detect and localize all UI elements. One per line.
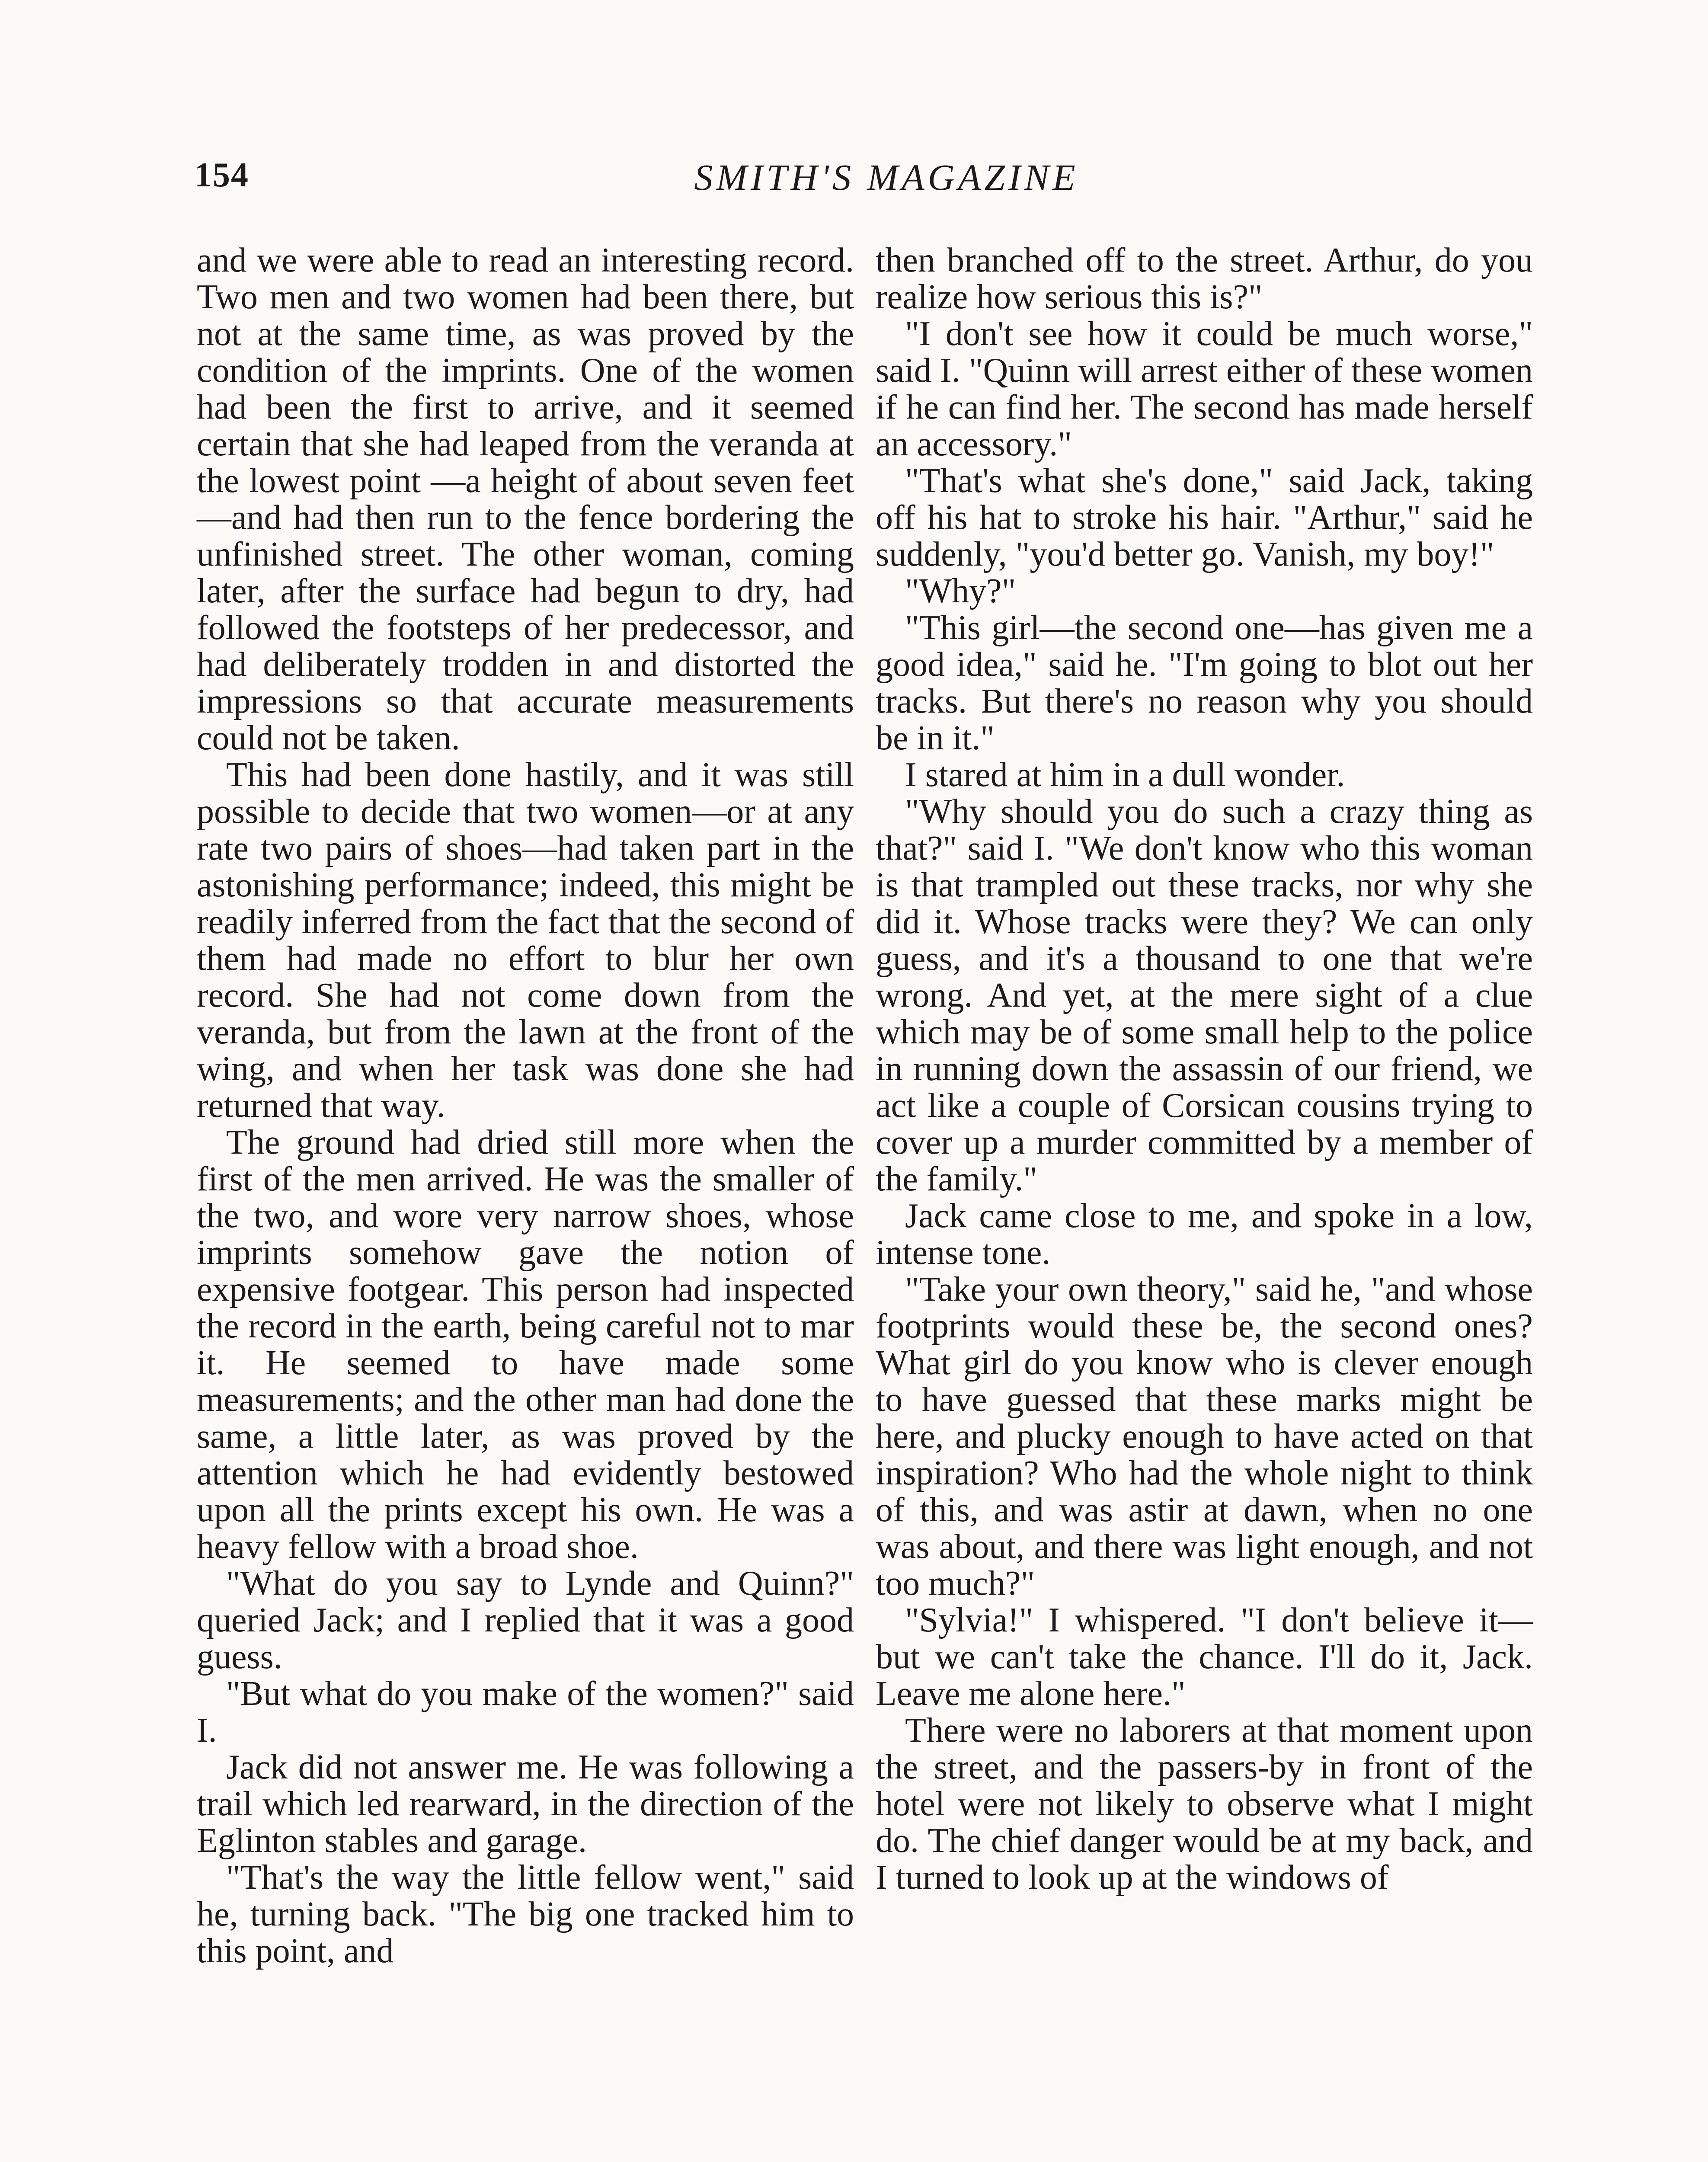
paragraph: "I don't see how it could be much worse," said I. "Quinn will arrest either of these women if he can find her. The second has made herself an accessory." <box>876 315 1533 463</box>
paragraph: "That's what she's done," said Jack, taking off his hat to stroke his hair. "Arthur," said he suddenly, "you'd better go. Vanish, my boy!" <box>876 462 1533 573</box>
paragraph: "What do you say to Lynde and Quinn?" queried Jack; and I replied that it was a good guess. <box>197 1564 854 1676</box>
paragraph: Jack did not answer me. He was following a trail which led rearward, in the direction of the Eglinton stables and garage. <box>197 1748 854 1860</box>
text-column-left <box>197 242 854 1970</box>
page-number: 154 <box>195 156 249 194</box>
paragraph: then branched off to the street. Arthur, do you realize how serious this is?" <box>876 241 1533 316</box>
paragraph: Jack came close to me, and spoke in a low, intense tone. <box>876 1197 1533 1272</box>
running-head: SMITH'S MAGAZINE <box>694 157 1079 198</box>
paragraph: "But what do you make of the women?" said I. <box>197 1675 854 1749</box>
paragraph: "That's the way the little fellow went," said he, turning back. "The big one tracked him to this point, and <box>197 1858 854 1970</box>
paragraph: "Take your own theory," said he, "and whose footprints would these be, the second ones? What girl do you know who is clever enough to have guessed that these marks might be here, and plucky enough to have acted on that inspiration? Who had the whole night to think of this, and was astir at dawn, when no one was about, and there was light enough, and not too much?" <box>876 1270 1533 1602</box>
paragraph: "This girl—the second one—has given me a good idea," said he. "I'm going to blot out her tracks. But there's no reason why you should be in it." <box>876 609 1533 757</box>
paragraph: There were no laborers at that moment upon the street, and the passers-by in front of the hotel were not likely to observe what I might do. The chief danger would be at my back, and I turned to look up at the windows of <box>876 1711 1533 1897</box>
paragraph: "Why?" <box>905 572 1016 610</box>
paragraph: This had been done hastily, and it was still possible to decide that two women—or at any rate two pairs of shoes—had taken part in the astonishing performance; indeed, this might be readily inferred from the fact that the second of them had made no effort to blur her own record. She had not come down from the veranda, but from the lawn at the front of the wing, and when her task was done she had returned that way. <box>197 756 854 1125</box>
paragraph: and we were able to read an interesting record. Two men and two women had been there, but not at the same time, as was proved by the condition of the imprints. One of the women had been the first to arrive, and it seemed certain that she had leaped from the veranda at the lowest point —a height of about seven feet—and had then run to the fence bordering the unfinished street. The other woman, coming later, after the surface had begun to dry, had followed the footsteps of her predecessor, and had deliberately trodden in and distorted the impressions so that accurate measurements could not be taken. <box>197 241 854 757</box>
text-column-right <box>876 242 1533 1896</box>
page-header <box>0 156 1708 212</box>
paragraph: I stared at him in a dull wonder. <box>905 756 1345 794</box>
paragraph: "Sylvia!" I whispered. "I don't believe it—but we can't take the chance. I'll do it, Jack. Leave me alone here." <box>876 1601 1533 1713</box>
paragraph: The ground had dried still more when the first of the men arrived. He was the smaller of the two, and wore very narrow shoes, whose imprints somehow gave the notion of expensive footgear. This person had inspected the record in the earth, being careful not to mar it. He seemed to have made some measurements; and the other man had done the same, a little later, as was proved by the attention which he had evidently bestowed upon all the prints except his own. He was a heavy fellow with a broad shoe. <box>197 1123 854 1566</box>
paragraph: "Why should you do such a crazy thing as that?" said I. "We don't know who this woman is that trampled out these tracks, nor why she did it. Whose tracks were they? We can only guess, and it's a thousand to one that we're wrong. And yet, at the mere sight of a clue which may be of some small help to the police in running down the assassin of our friend, we act like a couple of Corsican cousins trying to cover up a murder committed by a member of the family." <box>876 793 1533 1198</box>
